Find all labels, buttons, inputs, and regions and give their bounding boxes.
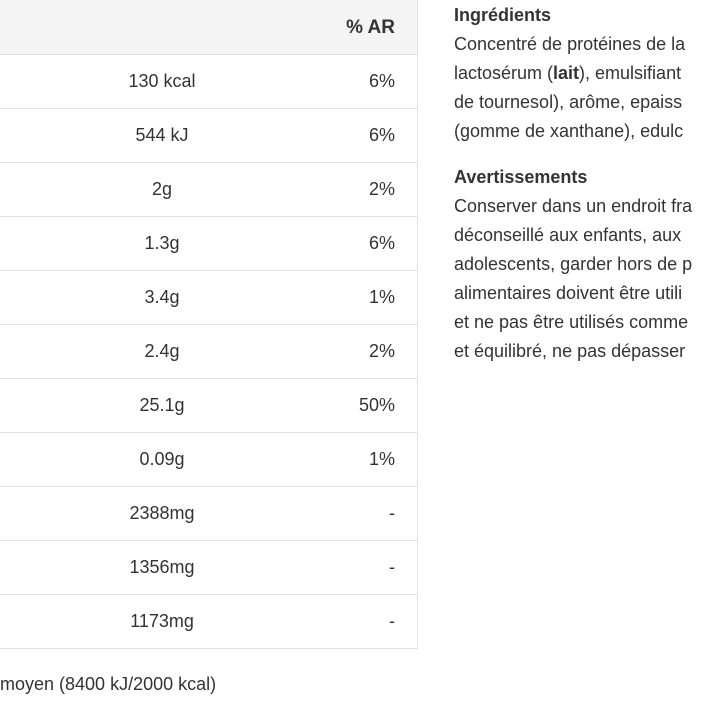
warnings-line: alimentaires doivent être utili [454, 283, 683, 303]
table-row [0, 595, 418, 649]
nutrient-value: 2g [151, 179, 173, 199]
nutrient-ar: 6% [368, 71, 395, 91]
table-row [0, 379, 418, 433]
table-footnote: moyen (8400 kJ/2000 kcal) [0, 674, 217, 694]
nutrient-value: 2388mg [129, 503, 195, 523]
table-row [0, 541, 418, 595]
ingredients-heading: Ingrédients [454, 5, 552, 25]
nutrient-ar: 2% [368, 341, 395, 361]
nutrient-ar: 6% [368, 233, 395, 253]
nutrient-ar: - [389, 557, 395, 577]
warnings-line: et ne pas être utilisés comme [454, 312, 689, 332]
ingredients-section [454, 4, 702, 146]
nutrient-ar: 1% [368, 449, 395, 469]
warnings-heading: Avertissements [454, 167, 588, 187]
warnings-line: déconseillé aux enfants, aux [454, 225, 682, 245]
product-info-column [454, 4, 702, 366]
ingredients-line: (gomme de xanthane), edulc [454, 121, 684, 141]
warnings-line: adolescents, garder hors de p [454, 254, 693, 274]
ingredients-line: Concentré de protéines de la [454, 34, 686, 54]
nutrient-value: 1356mg [129, 557, 195, 577]
warnings-line: et équilibré, ne pas dépasser [454, 341, 686, 361]
table-row [0, 433, 418, 487]
nutrient-ar: 6% [368, 125, 395, 145]
nutrient-value: 1.3g [144, 233, 180, 253]
table-row [0, 55, 418, 109]
nutrient-ar: - [389, 503, 395, 523]
table-header [0, 0, 418, 55]
table-row [0, 271, 418, 325]
nutrient-value: 3.4g [144, 287, 180, 307]
nutrient-value: 0.09g [139, 449, 185, 469]
nutrient-value: 25.1g [139, 395, 185, 415]
ingredients-line [454, 59, 702, 88]
nutrient-ar: 1% [368, 287, 395, 307]
ingredients-text: lactosérum ( [454, 63, 554, 83]
table-row [0, 487, 418, 541]
allergen-text: lait [553, 63, 580, 83]
nutrient-value: 1173mg [130, 611, 194, 631]
table-row [0, 325, 418, 379]
ingredients-text: ), emulsifiant [579, 63, 682, 83]
warnings-line: Conserver dans un endroit fra [454, 196, 693, 216]
warnings-section [454, 166, 702, 366]
ar-column-header: % AR [346, 17, 395, 38]
table-row [0, 109, 418, 163]
nutrient-ar: - [389, 611, 395, 631]
ingredients-line: de tournesol), arôme, epaiss [454, 92, 683, 112]
nutrient-ar: 2% [368, 179, 395, 199]
nutrient-value: 544 kJ [135, 125, 189, 145]
nutrient-value: 130 kcal [128, 71, 196, 91]
table-row [0, 217, 418, 271]
nutrient-ar: 50% [358, 395, 395, 415]
nutrient-value: 2.4g [144, 341, 180, 361]
table-row [0, 163, 418, 217]
